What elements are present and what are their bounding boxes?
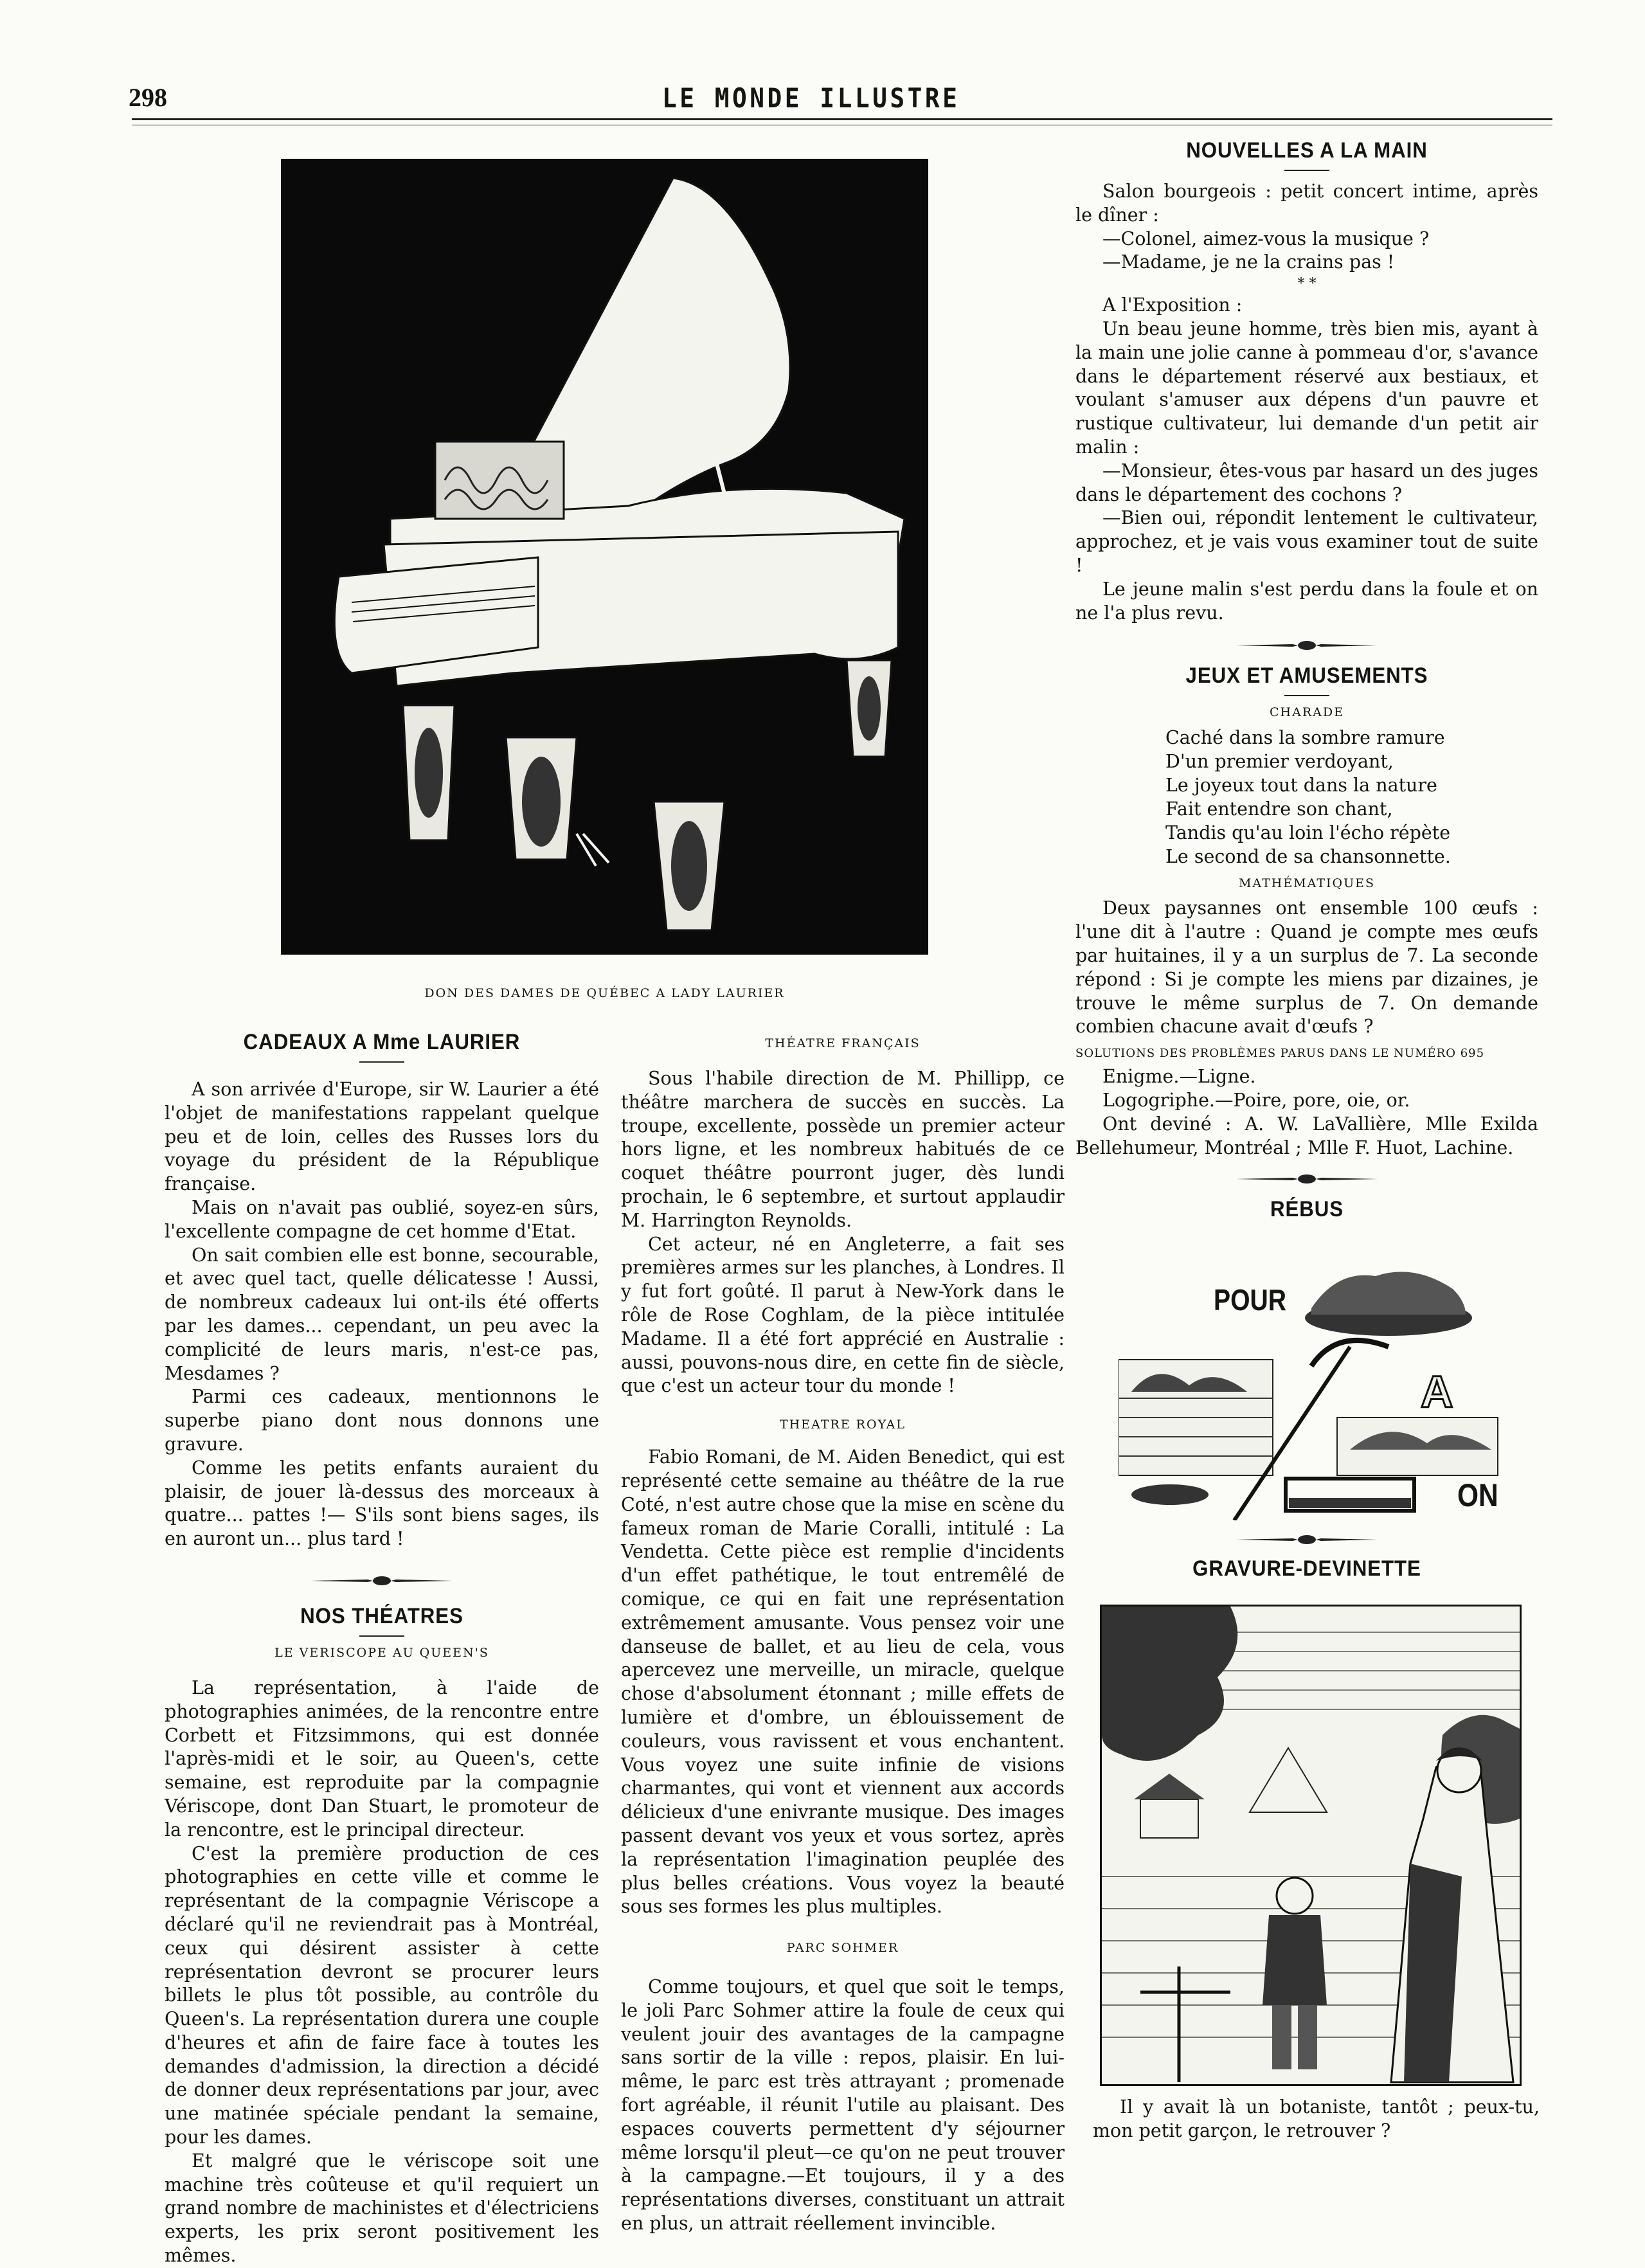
column-right — [1075, 138, 1538, 1222]
gravure-title: GRAVURE-DEVINETTE — [1192, 1556, 1421, 1581]
sohmer-heading: PARC SOHMER — [786, 1941, 899, 1956]
francais-paragraph: Cet acteur, né en Angleterre, a fait ses premières armes sur les planches, à Londres. Il y fut fort goûté. Il parut à New-York dans le rôle de Rose Coghlam, de la pièce intitulée Madame. Il a été fort apprécié en Australie : aussi, pouvons-nous dire, en cette fin de siècle, que c'est un acteur tour du monde ! — [621, 1233, 1065, 1397]
cadeaux-paragraph: Mais on n'avait pas oublié, soyez-en sûrs, l'excellente compagne de cet homme d'Etat. — [165, 1196, 599, 1242]
francais-paragraph: Sous l'habile direction de M. Phillipp, ce théâtre marchera de succès en succès. La troupe, excellente, possède un premier acteur hors ligne, et les nombreux habitués de ce coquet théâtre pourront juger, dès lundi prochain, le 6 septembre, et surtout applaudir M. Harrington Reynolds. — [621, 1068, 1065, 1231]
column-right-lower — [1075, 1533, 1538, 1581]
section-ornament — [1236, 639, 1378, 652]
masthead-title: LE MONDE ILLUSTRE — [662, 82, 960, 114]
cadeaux-paragraph: On sait combien elle est bonne, secourable, et avec quel tact, quelle délicatesse ! Aussi, de nombreux cadeaux lui ont-ils été offerts par les dames... cependant, un peu avec la complicité de leurs maris, n'est-ce pas, Mesdames ? — [165, 1244, 599, 1384]
jeux-title-rule — [1284, 695, 1329, 696]
piano-caption: DON DES DAMES DE QUÉBEC A LADY LAURIER — [424, 986, 785, 1000]
piano-illustration — [281, 159, 928, 955]
cadeaux-paragraph: Comme les petits enfants auraient du plaisir, de jouer là-dessus des morceaux à quatre... pattes !— S'ils sont biens sages, ils en auront un... plus tard ! — [165, 1457, 599, 1550]
rebus-letter-a: A — [1421, 1367, 1453, 1417]
solutions-heading: SOLUTIONS DES PROBLÈMES PARUS DANS LE NUMÉRO 695 — [1075, 1047, 1485, 1061]
piano-engraving — [281, 159, 928, 955]
nouvelles-title: NOUVELLES A LA MAIN — [1186, 138, 1428, 163]
royal-heading: THEATRE ROYAL — [780, 1418, 906, 1432]
rebus-word-pour: POUR — [1214, 1283, 1286, 1317]
charade-line: Le joyeux tout dans la nature — [1165, 775, 1437, 797]
nouvelles-line: —Madame, je ne la crains pas ! — [1102, 251, 1395, 273]
cadeaux-paragraph: A son arrivée d'Europe, sir W. Laurier a été l'objet de manifestations rappelant quelque peu et de loin, celles des Russes lors du voyage du président de la République française. — [165, 1079, 599, 1195]
veriscope-heading: LE VERISCOPE AU QUEEN'S — [274, 1645, 489, 1660]
sohmer-paragraph: Comme toujours, et quel que soit le temps, le joli Parc Sohmer attire la foule de ceux qui veulent jouir des avantages de la campagne sans sortir de la ville : repos, plaisir. En lui-même, le parc est très attrayant ; promenade fort agréable, il réunit l'utile au plaisant. Des espaces couverts permettent d'y séjourner même lorsqu'il pleut—ce qu'on ne peut trouver à la campagne.—Et toujours, il y a des représentations diverses, constituant un attrait en plus, un attrait réellement invincible. — [621, 1976, 1065, 2235]
nouvelles-line: Salon bourgeois : petit concert intime, après le dîner : — [1075, 181, 1538, 226]
nouvelles-line: —Bien oui, répondit lentement le cultivateur, approchez, et je vais vous examiner tout de suite ! — [1075, 507, 1538, 576]
cadeaux-title: CADEAUX A Mme LAURIER — [243, 1030, 521, 1054]
nouvelles-line: Un beau jeune homme, très bien mis, ayant à la main une jolie canne à pommeau d'or, s'avance dans le département réservé aux bestiaux, et voulant s'amuser aux dépens d'un pauvre et rustique cultivateur, lui demande d'un petit air malin : — [1075, 318, 1538, 458]
column-left — [165, 1030, 599, 2268]
charade-line: Le second de sa chansonnette. — [1165, 846, 1451, 868]
nouvelles-line: —Monsieur, êtes-vous par hasard un des juges dans le département des cochons ? — [1075, 460, 1538, 505]
gravure-caption-block — [1093, 2096, 1540, 2143]
charade-line: Tandis qu'au loin l'écho répète — [1165, 822, 1451, 844]
solution-line: Ont deviné : A. W. LaVallière, Mlle Exilda Bellehumeur, Montréal ; Mlle F. Huot, Lachine. — [1075, 1113, 1538, 1158]
charade-verse — [1075, 726, 1538, 869]
theatres-title-rule — [359, 1635, 404, 1637]
header-rule-thick — [132, 118, 1552, 120]
veriscope-paragraph: La représentation, à l'aide de photographies animées, de la rencontre entre Corbett et Fitzsimmons, qui est donnée l'après-midi et le soir, au Queen's, cette semaine, est reproduite par la compagnie Vériscope, dont Dan Stuart, le promoteur de la rencontre, est le principal directeur. — [165, 1677, 599, 1841]
jeux-title: JEUX ET AMUSEMENTS — [1185, 663, 1428, 688]
nouvelles-line: A l'Exposition : — [1102, 294, 1243, 316]
nouvelles-line: —Colonel, aimez-vous la musique ? — [1102, 228, 1430, 249]
nouvelles-line: Le jeune malin s'est perdu dans la foule et on ne l'a plus revu. — [1075, 578, 1538, 624]
page-number: 298 — [129, 83, 167, 112]
charade-heading: CHARADE — [1270, 705, 1344, 720]
rebus-title: RÉBUS — [1270, 1197, 1344, 1222]
charade-line: Fait entendre son chant, — [1165, 798, 1393, 820]
veriscope-paragraph: C'est la première production de ces photographies en cette ville et comme le représentant de la compagnie Vériscope a déclaré qu'il ne reviendrait pas à Montréal, ceux qui désirent assister à cette représentation devront se procurer leurs billets le plus tôt possible, au contrôle du Queen's. La représentation durera une couple d'heures et afin de faire face à toutes les demandes d'admission, la direction a décidé de donner deux représentations par jour, avec une matinée spéciale pendant la semaine, pour les dames. — [165, 1842, 599, 2148]
rebus-illustration — [1119, 1257, 1504, 1520]
section-ornament — [1236, 1173, 1378, 1185]
cadeaux-title-rule — [359, 1061, 404, 1063]
francais-heading: THÉATRE FRANÇAIS — [765, 1036, 921, 1050]
theatres-title: NOS THÉATRES — [300, 1603, 463, 1628]
rebus-word-on: ON — [1457, 1477, 1498, 1513]
math-heading: MATHÉMATIQUES — [1238, 876, 1376, 891]
math-text: Deux paysannes ont ensemble 100 œufs : l'une dit à l'autre : Quand je compte mes œufs par huitaines, il y a un surplus de 7. La seconde répond : Si je compte les miens par dizaines, je trouve le même surplus de 7. On demande combien chacune avait d'œufs ? — [1075, 897, 1538, 1038]
gravure-caption: Il y avait là un botaniste, tantôt ; peux-tu, mon petit garçon, le retrouver ? — [1093, 2096, 1540, 2141]
charade-line: D'un premier verdoyant, — [1165, 751, 1394, 773]
section-ornament — [1236, 1533, 1378, 1546]
royal-paragraph: Fabio Romani, de M. Aiden Benedict, qui est représenté cette semaine au théâtre de la rue Coté, n'est autre chose que la mise en scène du fameux roman de Marie Coralli, intitulé : La Vendetta. Cette pièce est remplie d'incidents d'un effet pathétique, le tout entremêlé de comique, ce qui en fait une représentation extrêmement amusante. Vous pensez voir une danseuse de ballet, et au lieu de cela, vous apercevez une merveille, un miracle, quelque chose d'absolument étonnant ; mille effets de lumière et d'ombre, un éblouissement de couleurs, vous ravissent et vous enchantent. Vous voyez une suite infinie de visions charmantes, qui vont et viennent aux accords délicieux d'une enivrante musique. Des images passent devant vos yeux et vous sortez, après la représentation l'imagination peuplée des plus belles créations. Vous voyez la beauté sous ses formes les plus multiples. — [621, 1446, 1065, 1918]
asterism: * * — [1297, 276, 1317, 292]
gravure-picture — [1102, 1607, 1520, 2084]
section-ornament — [311, 1574, 453, 1587]
gravure-engraving — [1100, 1605, 1522, 2086]
column-middle — [621, 1036, 1065, 2236]
cadeaux-paragraph: Parmi ces cadeaux, mentionnons le superbe piano dont nous donnons une gravure. — [165, 1386, 599, 1455]
veriscope-paragraph: Et malgré que le vériscope soit une machine très coûteuse et qu'il requiert un grand nombre de machinistes et d'électriciens experts, les prix seront positivement les mêmes. — [165, 2150, 599, 2267]
nouvelles-title-rule — [1284, 170, 1329, 171]
charade-line: Caché dans la sombre ramure — [1165, 727, 1445, 749]
solution-line: Logogriphe.—Poire, pore, oie, or. — [1102, 1089, 1410, 1111]
solution-line: Enigme.—Ligne. — [1102, 1066, 1256, 1088]
